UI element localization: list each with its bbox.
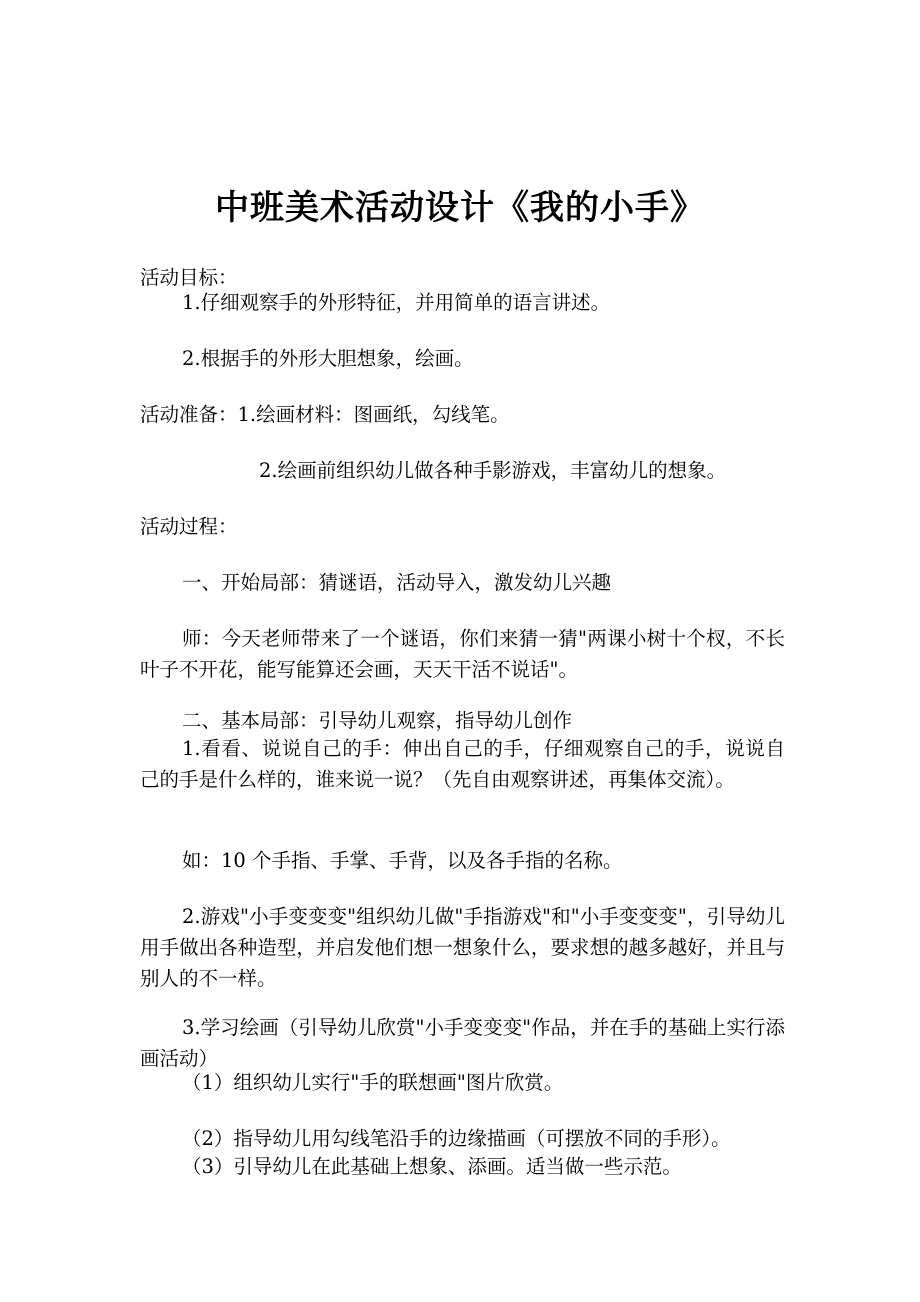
example-paragraph: 如：10 个手指、手掌、手背，以及各手指的名称。 [182, 849, 623, 872]
document-title: 中班美术活动设计《我的小手》 [215, 188, 705, 228]
section-heading-process: 活动过程： [140, 515, 238, 538]
drawing-step-2: （2）指导幼儿用勾线笔沿手的边缘描画（可摆放不同的手形）。 [182, 1127, 731, 1150]
goal-item-1: 1.仔细观察手的外形特征，并用简单的语言讲述。 [182, 291, 611, 314]
preparation-item-2: 2.绘画前组织幼儿做各种手影游戏，丰富幼儿的想象。 [259, 459, 727, 482]
observe-hands-paragraph: 1.看看、说说自己的手：伸出自己的手，仔细观察自己的手，说说自己的手是什么样的，谁来说一说？（先自由观察讲述，再集体交流）。 [140, 737, 785, 791]
section-heading-preparation: 活动准备：1.绘画材料：图画纸，勾线笔。 [140, 403, 510, 426]
drawing-step-3: （3）引导幼儿在此基础上想象、添画。适当做一些示范。 [182, 1155, 682, 1178]
process-part-2-heading: 二、基本局部：引导幼儿观察，指导幼儿创作 [182, 709, 573, 732]
goal-item-2: 2.根据手的外形大胆想象，绘画。 [182, 347, 474, 370]
process-part-1-heading: 一、开始局部：猜谜语，活动导入，激发幼儿兴趣 [182, 571, 612, 594]
game-paragraph: 2.游戏"小手变变变"组织幼儿做"手指游戏"和"小手变变变"，引导幼儿用手做出各种造型，并启发他们想一想象什么，要求想的越多越好，并且与别人的不一样。 [140, 905, 785, 990]
drawing-paragraph: 3.学习绘画（引导幼儿欣赏"小手变变变"作品，并在手的基础上实行添画活动） [140, 1016, 785, 1070]
section-heading-goals: 活动目标： [140, 266, 238, 289]
riddle-paragraph: 师：今天老师带来了一个谜语，你们来猜一猜"两课小树十个杈，不长叶子不开花，能写能算还会画，天天干活不说话"。 [140, 627, 785, 681]
drawing-step-1: （1）组织幼儿实行"手的联想画"图片欣赏。 [182, 1071, 564, 1094]
